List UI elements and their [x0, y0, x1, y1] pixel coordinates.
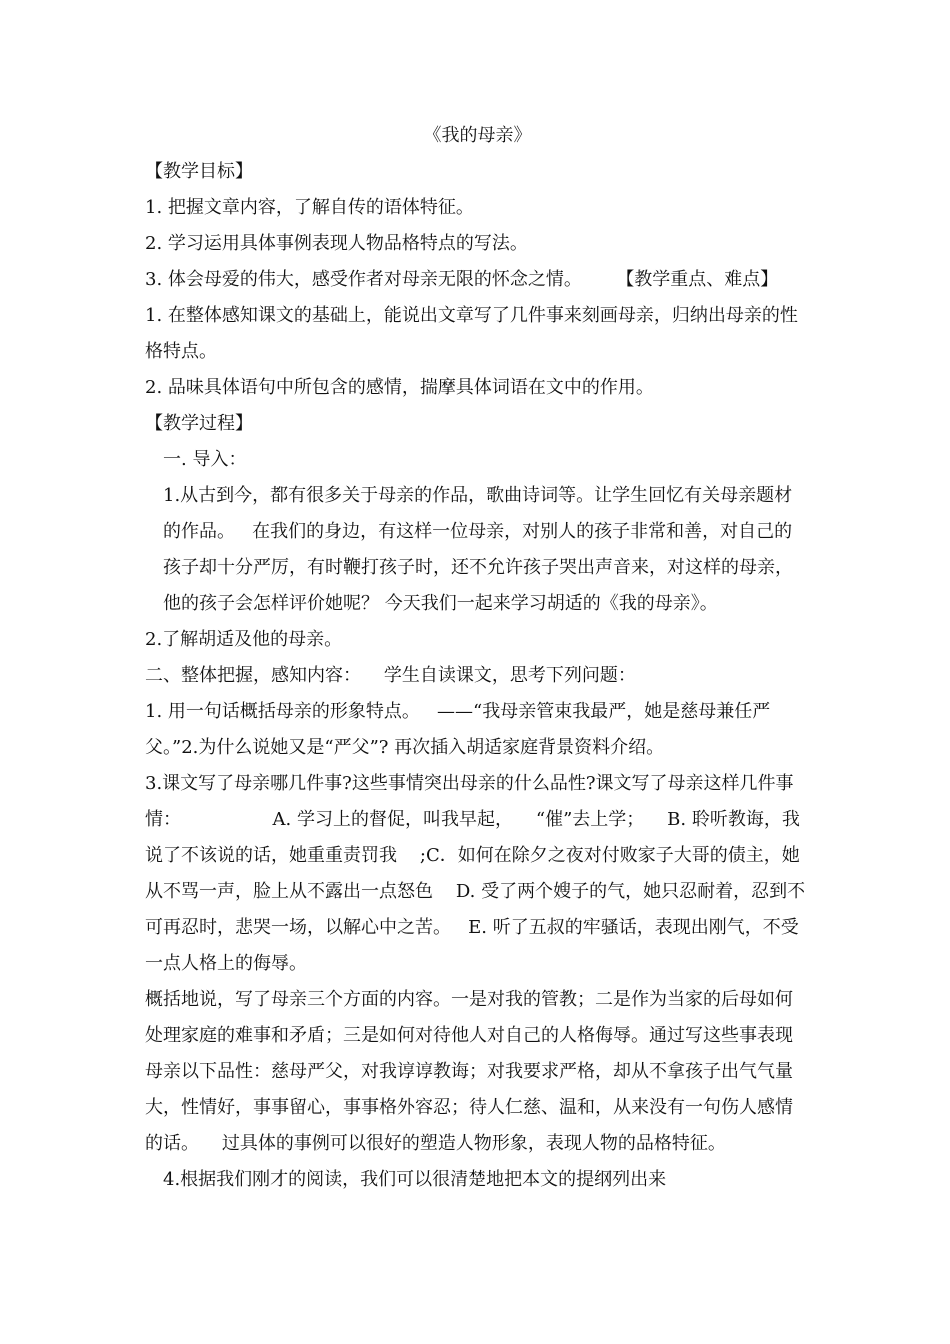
document-title: 《我的母亲》: [423, 125, 532, 146]
document-page: [145, 118, 810, 1198]
objective-2: 2. 学习运用具体事例表现人物品格特点的写法。: [145, 233, 528, 254]
intro-paragraph: 1.从古到今，都有很多关于母亲的作品，歌曲诗词等。让学生回忆有关母亲题材的作品。 在我们的身边，有这样一位母亲，对别人的孩子非常和善，对自己的孩子却十分严厉，有时鞭打孩子时，还不允许孩子哭出声音来，对这样的母亲，他的孩子会怎样评价她呢？ 今天我们一起来学习胡适的《我的母亲》。: [163, 485, 793, 614]
outline-item-4: 4.根据我们刚才的阅读，我们可以很清楚地把本文的提纲列出来: [163, 1169, 667, 1190]
key-point-1: 1. 在整体感知课文的基础上，能说出文章写了几件事来刻画母亲，归纳出母亲的性格特点。: [145, 305, 798, 362]
section-heading-objectives: 【教学目标】: [145, 161, 253, 182]
objective-3: 3. 体会母爱的伟大，感受作者对母亲无限的怀念之情。 【教学重点、难点】: [145, 269, 779, 290]
step-intro-heading: 一. 导入：: [163, 449, 247, 470]
intro-item-2: 2.了解胡适及他的母亲。: [145, 629, 343, 650]
step-overview-heading: 二、整体把握，感知内容： 学生自读课文，思考下列问题：: [145, 665, 636, 686]
key-point-2: 2. 品味具体语句中所包含的感情，揣摩具体词语在文中的作用。: [145, 377, 654, 398]
objective-1: 1. 把握文章内容，了解自传的语体特征。: [145, 197, 474, 218]
question-1: 1. 用一句话概括母亲的形象特点。 ——“我母亲管束我最严，她是慈母兼任严父。”2.为什么说她又是“严父”? 再次插入胡适家庭背景资料介绍。: [145, 701, 771, 758]
section-heading-process: 【教学过程】: [145, 413, 253, 434]
question-3: 3.课文写了母亲哪几件事?这些事情突出母亲的什么品性?课文写了母亲这样几件事情： A. 学习上的督促，叫我早起， “催”去上学； B. 聆听教诲，我说了不该说的话，她重重责罚我 ;C．如何在除夕之夜对付败家子大哥的债主，她从不骂一声，脸上从不露出一点怒色 D. 受了两个嫂子的气，她只忍耐着，忍到不可再忍时，悲哭一场，以解心中之苦。 E. 听了五叔的牢骚话，表现出刚气，不受一点人格上的侮辱。: [145, 773, 806, 974]
summary-paragraph: 概括地说，写了母亲三个方面的内容。一是对我的管教；二是作为当家的后母如何处理家庭的难事和矛盾；三是如何对待他人对自己的人格侮辱。通过写这些事表现母亲以下品性：慈母严父，对我谆谆教诲；对我要求严格，却从不拿孩子出气气量大，性情好，事事留心，事事格外容忍；待人仁慈、温和，从来没有一句伤人感情的话。 过具体的事例可以很好的塑造人物形象，表现人物的品格特征。: [145, 989, 793, 1154]
